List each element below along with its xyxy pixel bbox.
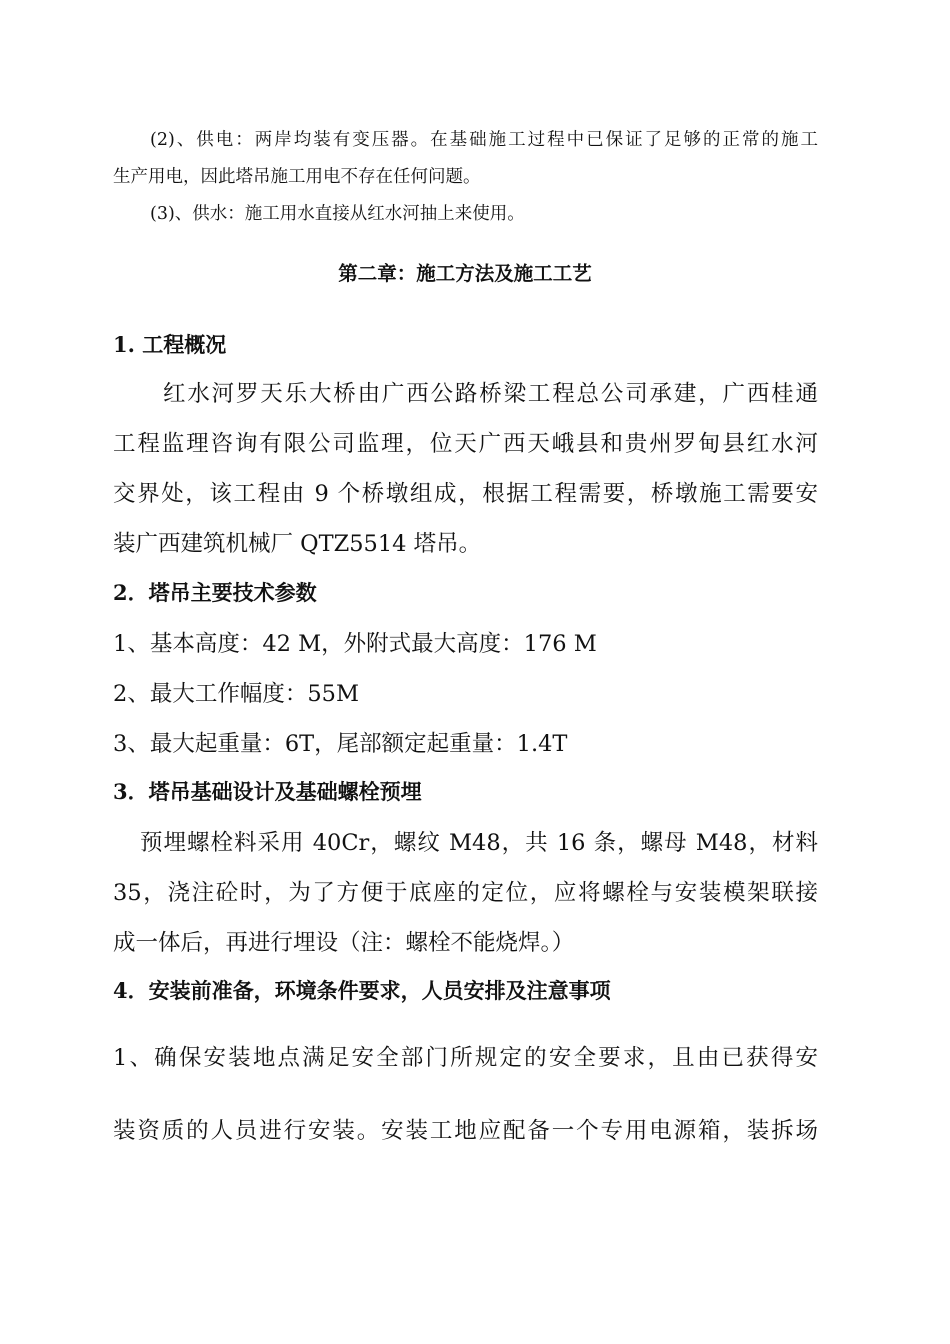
chapter-title: 第二章：施工方法及施工工艺 <box>338 262 592 285</box>
overview-line-2: 工程监理咨询有限公司监理，位天广西天峨县和贵州罗甸县红水河 <box>113 431 818 457</box>
param-item-height: 1、基本高度：42 M，外附式最大高度：176 M <box>113 631 597 657</box>
power-supply-line-2: 生产用电，因此塔吊施工用电不存在任何问题。 <box>113 167 481 187</box>
foundation-line-3: 成一体后，再进行埋设（注：螺栓不能烧焊。） <box>113 930 575 956</box>
preparation-line-2: 装资质的人员进行安装。安装工地应配备一个专用电源箱，装拆场 <box>113 1118 818 1144</box>
overview-line-4: 装广西建筑机械厂 QTZ5514 塔吊。 <box>113 531 482 557</box>
overview-line-3: 交界处，该工程由 9 个桥墩组成，根据工程需要，桥墩施工需要安 <box>113 481 818 507</box>
overview-line-1: 红水河罗天乐大桥由广西公路桥梁工程总公司承建，广西桂通 <box>163 381 818 407</box>
param-item-load: 3、最大起重量：6T，尾部额定起重量：1.4T <box>113 731 568 757</box>
preparation-heading: 4．安装前准备，环境条件要求，人员安排及注意事项 <box>113 978 611 1003</box>
foundation-heading: 3．塔吊基础设计及基础螺栓预埋 <box>113 779 422 804</box>
foundation-line-1: 预埋螺栓料采用 40Cr，螺纹 M48，共 16 条，螺母 M48，材料 <box>140 830 818 856</box>
preparation-line-1: 1、确保安装地点满足安全部门所规定的安全要求，且由已获得安 <box>113 1045 818 1071</box>
water-supply-line: (3)、供水：施工用水直接从红水河抽上来使用。 <box>150 204 525 224</box>
foundation-line-2: 35，浇注砼时，为了方便于底座的定位，应将螺栓与安装模架联接 <box>113 880 818 906</box>
params-heading: 2．塔吊主要技术参数 <box>113 580 317 605</box>
overview-heading: 1. 工程概况 <box>113 332 227 357</box>
power-supply-line-1: (2)、供电：两岸均装有变压器。在基础施工过程中已保证了足够的正常的施工 <box>150 130 818 150</box>
param-item-radius: 2、最大工作幅度：55M <box>113 681 359 707</box>
